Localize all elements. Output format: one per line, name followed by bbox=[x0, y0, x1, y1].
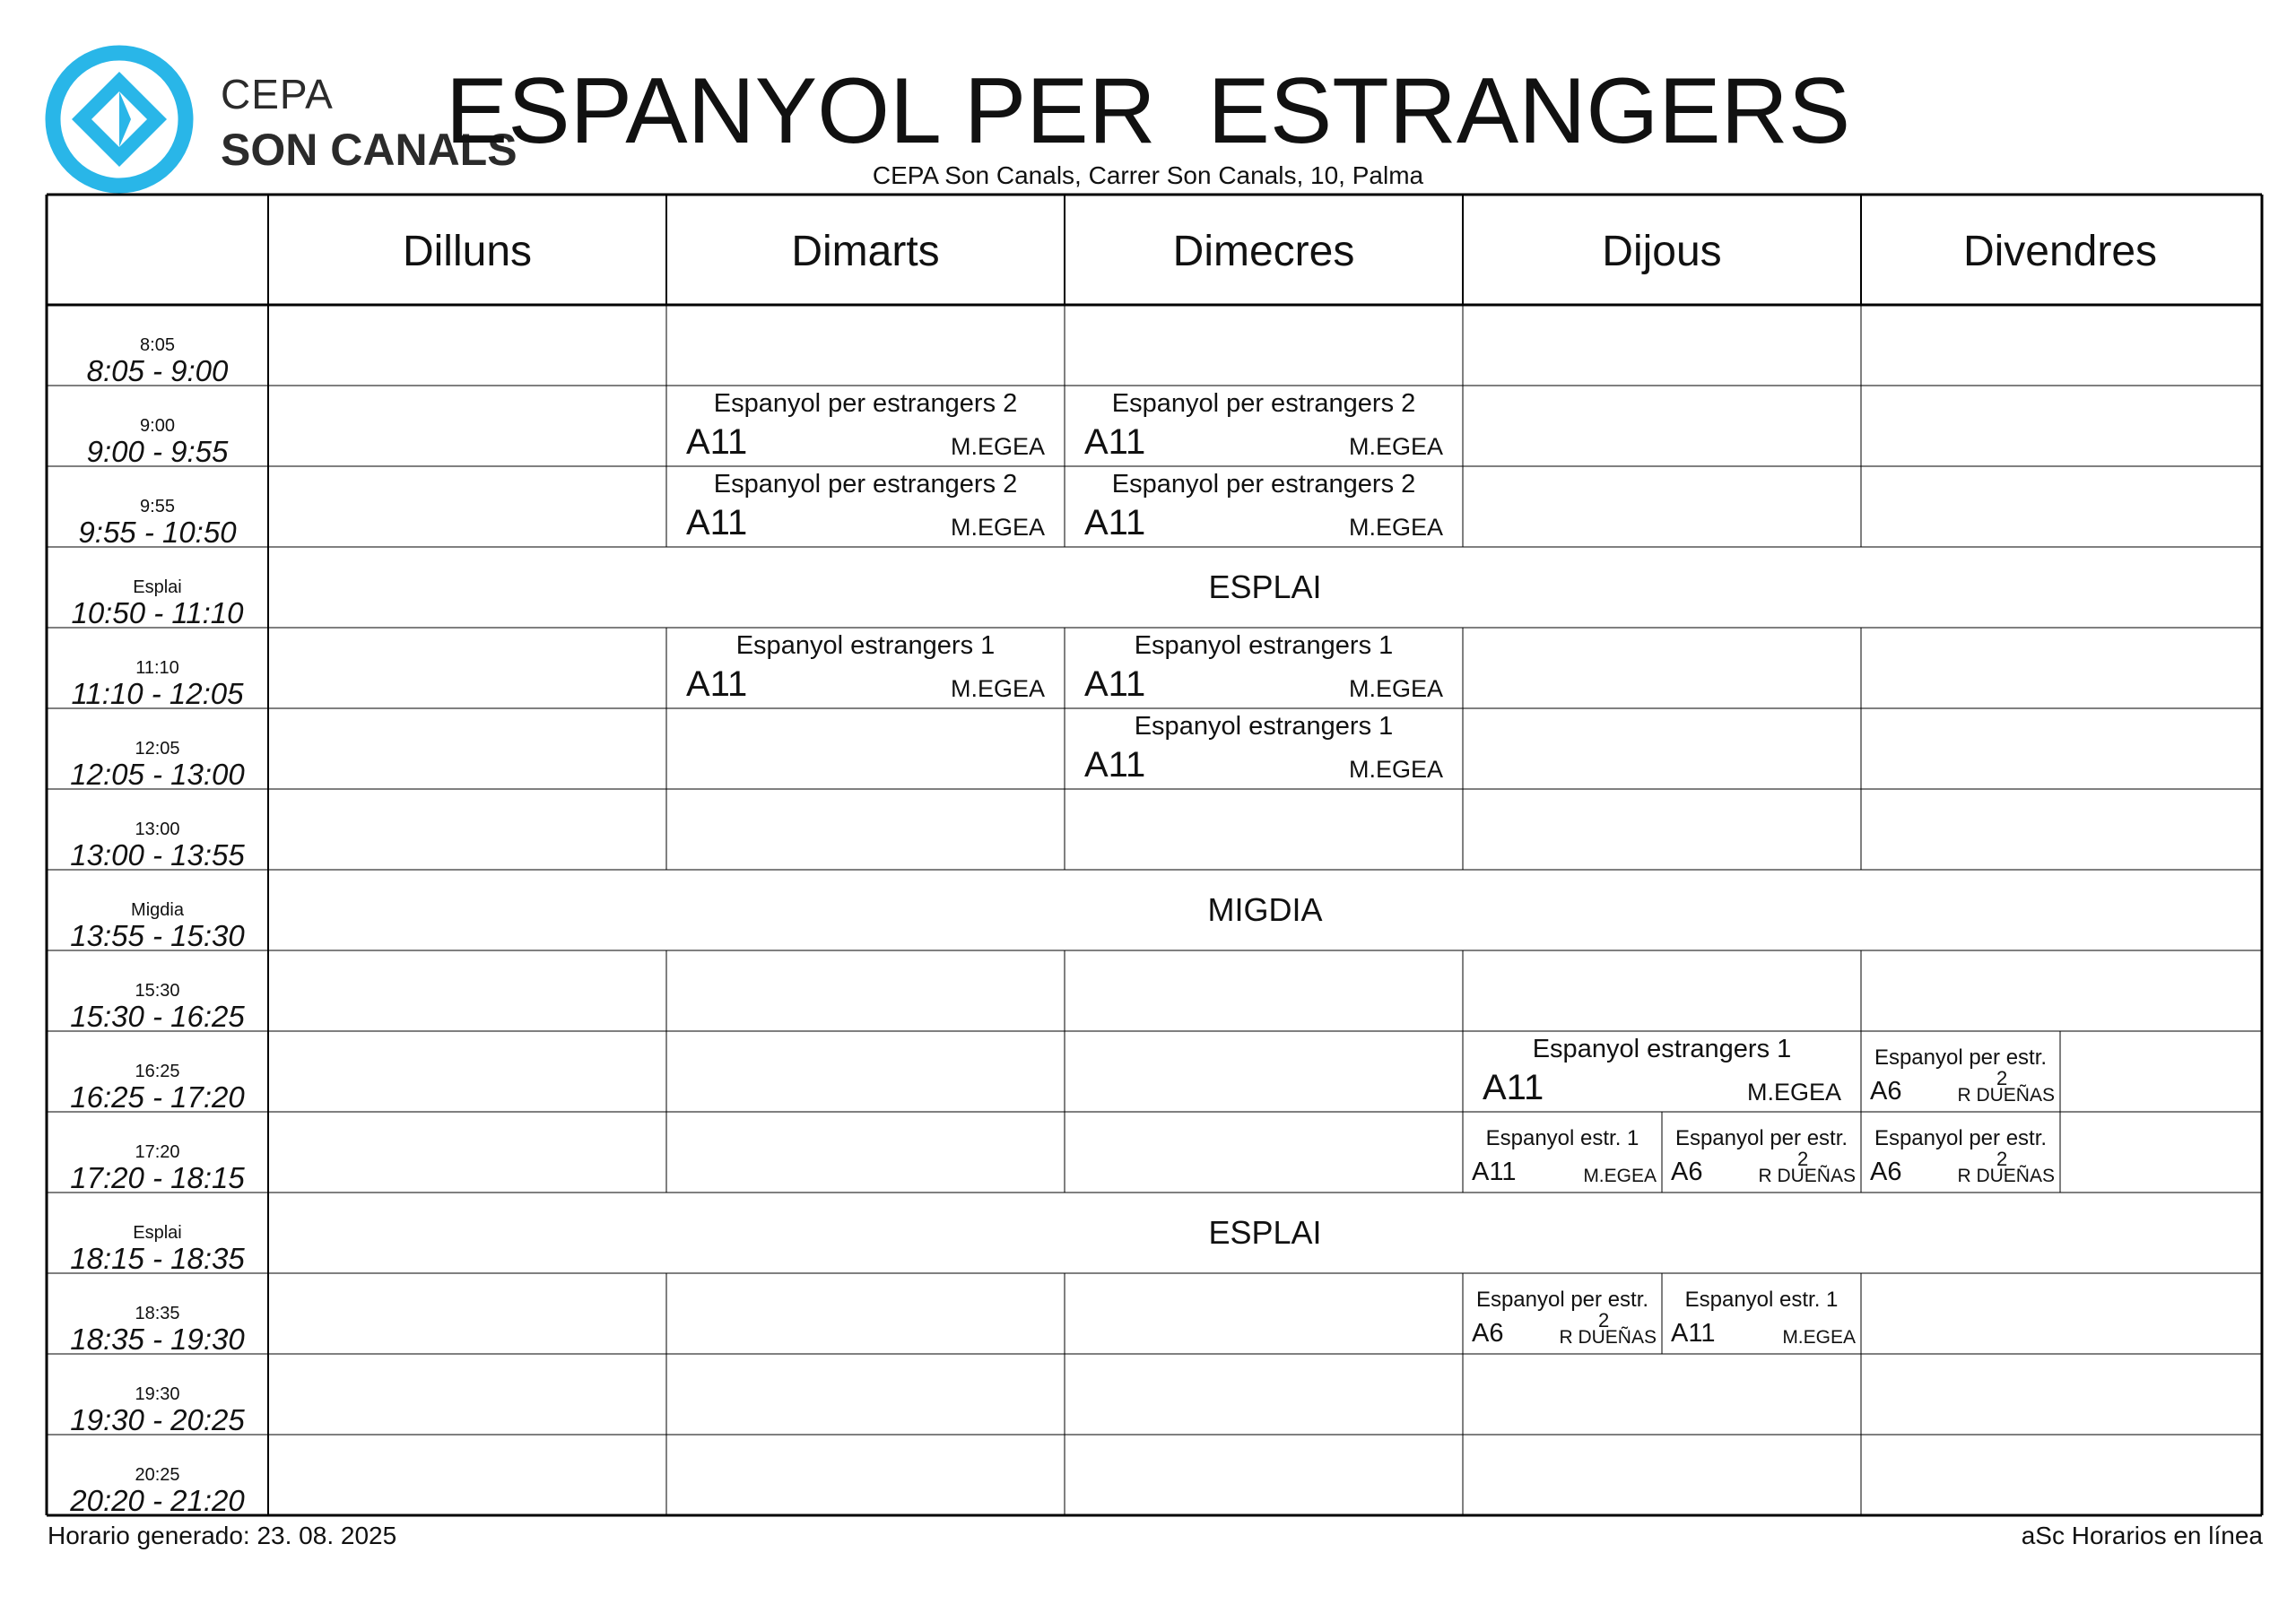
period-label bbox=[47, 1384, 268, 1436]
period-name: 8:05 bbox=[140, 335, 175, 355]
period-label bbox=[47, 900, 268, 952]
lesson-room: A11 bbox=[1084, 664, 1146, 704]
period-time-range: 18:15 - 18:35 bbox=[70, 1242, 245, 1275]
period-time-range: 17:20 - 18:15 bbox=[70, 1161, 245, 1194]
lesson-subject: Espanyol per estr. bbox=[1475, 1288, 1649, 1312]
page-subtitle: CEPA Son Canals, Carrer Son Canals, 10, Palma bbox=[872, 161, 1424, 189]
lesson-teacher: M.EGEA bbox=[950, 514, 1045, 541]
period-time-range: 20:20 - 21:20 bbox=[70, 1484, 245, 1517]
lesson-group: 2 bbox=[1996, 1148, 2008, 1170]
period-name: 18:35 bbox=[135, 1304, 180, 1323]
lesson-teacher: M.EGEA bbox=[950, 433, 1045, 460]
lesson-subject: Espanyol per estr. bbox=[1674, 1126, 1848, 1150]
split-lesson-cell bbox=[1662, 1112, 1861, 1193]
period-time-range: 8:05 - 9:00 bbox=[86, 354, 229, 387]
period-time-range: 13:00 - 13:55 bbox=[70, 838, 245, 872]
software-credit: aSc Horarios en línea bbox=[2021, 1522, 2263, 1549]
period-name: 16:25 bbox=[135, 1062, 180, 1081]
period-label bbox=[47, 820, 268, 872]
lesson-cell bbox=[666, 386, 1065, 466]
lesson-subject: Espanyol per estr. bbox=[1874, 1045, 2048, 1070]
lesson-group: 2 bbox=[1797, 1148, 1809, 1170]
lesson-room: A11 bbox=[1472, 1158, 1517, 1186]
period-name: 9:55 bbox=[140, 497, 175, 516]
period-name: 19:30 bbox=[135, 1384, 180, 1404]
lesson-subject: Espanyol per estrangers 2 bbox=[1111, 470, 1416, 499]
lesson-subject: Espanyol per estrangers 2 bbox=[1111, 389, 1416, 418]
period-name: 11:10 bbox=[135, 658, 179, 678]
period-label bbox=[47, 497, 268, 549]
page-title: ESPANYOL PER ESTRANGERS bbox=[445, 59, 1851, 163]
period-time-range: 12:05 - 13:00 bbox=[70, 758, 245, 791]
lesson-subject: Espanyol estrangers 1 bbox=[735, 631, 996, 660]
lesson-teacher: M.EGEA bbox=[950, 675, 1045, 702]
period-label bbox=[47, 1223, 268, 1275]
period-name: Migdia bbox=[131, 900, 184, 920]
period-name: 17:20 bbox=[135, 1142, 180, 1162]
period-time-range: 9:00 - 9:55 bbox=[86, 435, 229, 468]
lesson-teacher: M.EGEA bbox=[1782, 1327, 1856, 1348]
lesson-teacher: R DUEÑAS bbox=[1957, 1166, 2055, 1186]
lesson-cell bbox=[1065, 628, 1463, 708]
lesson-cell bbox=[1065, 708, 1463, 789]
logo-text-cepa: CEPA bbox=[221, 71, 334, 117]
period-label bbox=[47, 1142, 268, 1194]
lesson-subject: Espanyol estrangers 1 bbox=[1134, 631, 1394, 660]
lesson-room: A11 bbox=[1084, 503, 1146, 542]
period-time-range: 15:30 - 16:25 bbox=[70, 1000, 245, 1033]
lesson-teacher: M.EGEA bbox=[1348, 433, 1443, 460]
lesson-room: A11 bbox=[686, 664, 748, 704]
lesson-subject: Espanyol estrangers 1 bbox=[1532, 1035, 1792, 1063]
lesson-cell bbox=[666, 466, 1065, 547]
lesson-room: A6 bbox=[1870, 1158, 1902, 1186]
period-name: 12:05 bbox=[135, 739, 180, 759]
break-label: ESPLAI bbox=[1208, 568, 1322, 605]
period-label bbox=[47, 981, 268, 1033]
lesson-cell bbox=[666, 628, 1065, 708]
lesson-room: A11 bbox=[686, 422, 748, 462]
lesson-teacher: M.EGEA bbox=[1348, 756, 1443, 783]
lesson-teacher: M.EGEA bbox=[1348, 514, 1443, 541]
day-header: Dijous bbox=[1602, 228, 1722, 275]
split-lesson-cell bbox=[1463, 1273, 1662, 1354]
period-name: 15:30 bbox=[135, 981, 180, 1001]
period-time-range: 9:55 - 10:50 bbox=[78, 516, 237, 549]
period-name: Esplai bbox=[133, 1223, 182, 1243]
lesson-room: A11 bbox=[1084, 422, 1146, 462]
lesson-subject: Espanyol estr. 1 bbox=[1684, 1288, 1839, 1312]
lesson-teacher: R DUEÑAS bbox=[1758, 1166, 1856, 1186]
generated-date: Horario generado: 23. 08. 2025 bbox=[48, 1522, 397, 1549]
day-header: Dimarts bbox=[791, 228, 940, 275]
period-time-range: 16:25 - 17:20 bbox=[70, 1080, 245, 1114]
period-label bbox=[47, 335, 268, 387]
lesson-room: A11 bbox=[686, 503, 748, 542]
logo-text-school: SON CANALS bbox=[221, 125, 517, 175]
lesson-cell bbox=[1463, 1031, 1861, 1112]
day-header: Dilluns bbox=[402, 228, 533, 275]
lesson-group: 2 bbox=[1598, 1309, 1610, 1331]
split-lesson-cell bbox=[1463, 1112, 1662, 1193]
period-time-range: 19:30 - 20:25 bbox=[70, 1403, 245, 1436]
lesson-teacher: R DUEÑAS bbox=[1559, 1327, 1657, 1348]
period-name: 9:00 bbox=[140, 416, 175, 436]
lesson-room: A11 bbox=[1671, 1319, 1716, 1348]
period-time-range: 11:10 - 12:05 bbox=[71, 677, 244, 710]
period-label bbox=[47, 658, 268, 710]
lesson-room: A6 bbox=[1671, 1158, 1703, 1186]
period-name: 13:00 bbox=[135, 820, 180, 839]
lesson-cell bbox=[1065, 386, 1463, 466]
lesson-room: A11 bbox=[1483, 1068, 1544, 1107]
period-label bbox=[47, 1304, 268, 1356]
lesson-subject: Espanyol per estrangers 2 bbox=[713, 470, 1018, 499]
break-label: MIGDIA bbox=[1207, 891, 1323, 928]
period-label bbox=[47, 739, 268, 791]
split-lesson-cell bbox=[1861, 1031, 2060, 1112]
lesson-room: A6 bbox=[1472, 1319, 1504, 1348]
period-time-range: 10:50 - 11:10 bbox=[71, 596, 244, 629]
split-lesson-cell bbox=[1861, 1112, 2060, 1193]
lesson-subject: Espanyol estr. 1 bbox=[1485, 1126, 1639, 1150]
lesson-teacher: M.EGEA bbox=[1746, 1079, 1841, 1106]
lesson-teacher: M.EGEA bbox=[1348, 675, 1443, 702]
period-label bbox=[47, 1062, 268, 1114]
day-header: Dimecres bbox=[1172, 228, 1355, 275]
day-header: Divendres bbox=[1962, 228, 2158, 275]
period-label bbox=[47, 1465, 268, 1517]
lesson-teacher: R DUEÑAS bbox=[1957, 1085, 2055, 1106]
lesson-subject: Espanyol per estr. bbox=[1874, 1126, 2048, 1150]
lesson-teacher: M.EGEA bbox=[1583, 1166, 1657, 1186]
period-name: 20:25 bbox=[135, 1465, 180, 1485]
period-name: Esplai bbox=[133, 577, 182, 597]
lesson-cell bbox=[1065, 466, 1463, 547]
split-lesson-cell bbox=[1662, 1273, 1861, 1354]
period-label bbox=[47, 416, 268, 468]
lesson-room: A11 bbox=[1084, 745, 1146, 785]
period-time-range: 18:35 - 19:30 bbox=[70, 1323, 245, 1356]
lesson-group: 2 bbox=[1996, 1067, 2008, 1089]
lesson-subject: Espanyol estrangers 1 bbox=[1134, 712, 1394, 741]
period-label bbox=[47, 577, 268, 629]
period-time-range: 13:55 - 15:30 bbox=[70, 919, 245, 952]
lesson-subject: Espanyol per estrangers 2 bbox=[713, 389, 1018, 418]
break-label: ESPLAI bbox=[1208, 1214, 1322, 1251]
lesson-room: A6 bbox=[1870, 1077, 1902, 1106]
